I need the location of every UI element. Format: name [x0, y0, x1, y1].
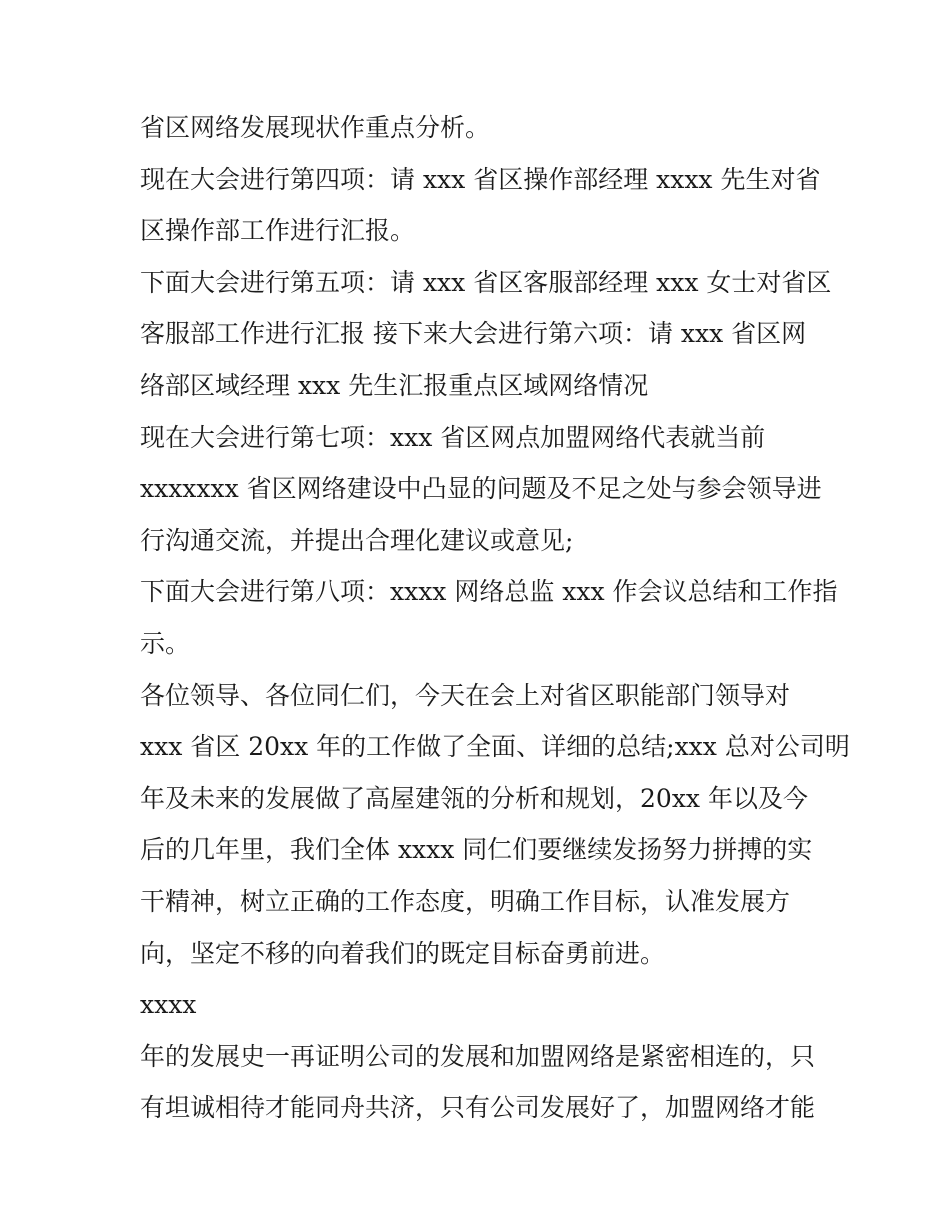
text-line: 下面大会进行第五项：请 xxx 省区客服部经理 xxx 女士对省区 [140, 267, 832, 297]
text-line: 客服部工作进行汇报 接下来大会进行第六项：请 xxx 省区网 [140, 319, 807, 349]
text-line: 各位领导、各位同仁们，今天在会上对省区职能部门领导对 [140, 680, 791, 710]
text-line: xxx 省区 20xx 年的工作做了全面、详细的总结;xxx 总对公司明 [140, 732, 850, 762]
text-line: xxxxxxx 省区网络建设中凸显的问题及不足之处与参会领导进 [140, 474, 822, 504]
document-body [140, 102, 850, 1134]
text-line: 现在大会进行第七项：xxx 省区网点加盟网络代表就当前 [140, 422, 766, 452]
text-line: 年及未来的发展做了高屋建瓴的分析和规划，20xx 年以及今 [140, 783, 808, 813]
text-line: 有坦诚相待才能同舟共济，只有公司发展好了，加盟网络才能 [140, 1093, 816, 1123]
text-line: xxxx [140, 990, 197, 1020]
text-line: 现在大会进行第四项：请 xxx 省区操作部经理 xxxx 先生对省 [140, 164, 821, 194]
text-line: 区操作部工作进行汇报。 [140, 216, 416, 246]
text-line: 下面大会进行第八项：xxxx 网络总监 xxx 作会议总结和工作指 [140, 577, 838, 607]
text-line: 行沟通交流，并提出合理化建议或意见; [140, 525, 574, 555]
text-line: 示。 [140, 628, 191, 658]
text-line: 省区网络发展现状作重点分析。 [140, 113, 491, 142]
text-line: 向，坚定不移的向着我们的既定目标奋勇前进。 [140, 938, 666, 968]
text-line: 后的几年里，我们全体 xxxx 同仁们要继续发扬努力拼搏的实 [140, 835, 813, 865]
text-line: 络部区域经理 xxx 先生汇报重点区域网络情况 [140, 370, 649, 400]
text-line: 干精神，树立正确的工作态度，明确工作目标，认准发展方 [140, 886, 791, 916]
text-line: 年的发展史一再证明公司的发展和加盟网络是紧密相连的，只 [140, 1041, 816, 1071]
